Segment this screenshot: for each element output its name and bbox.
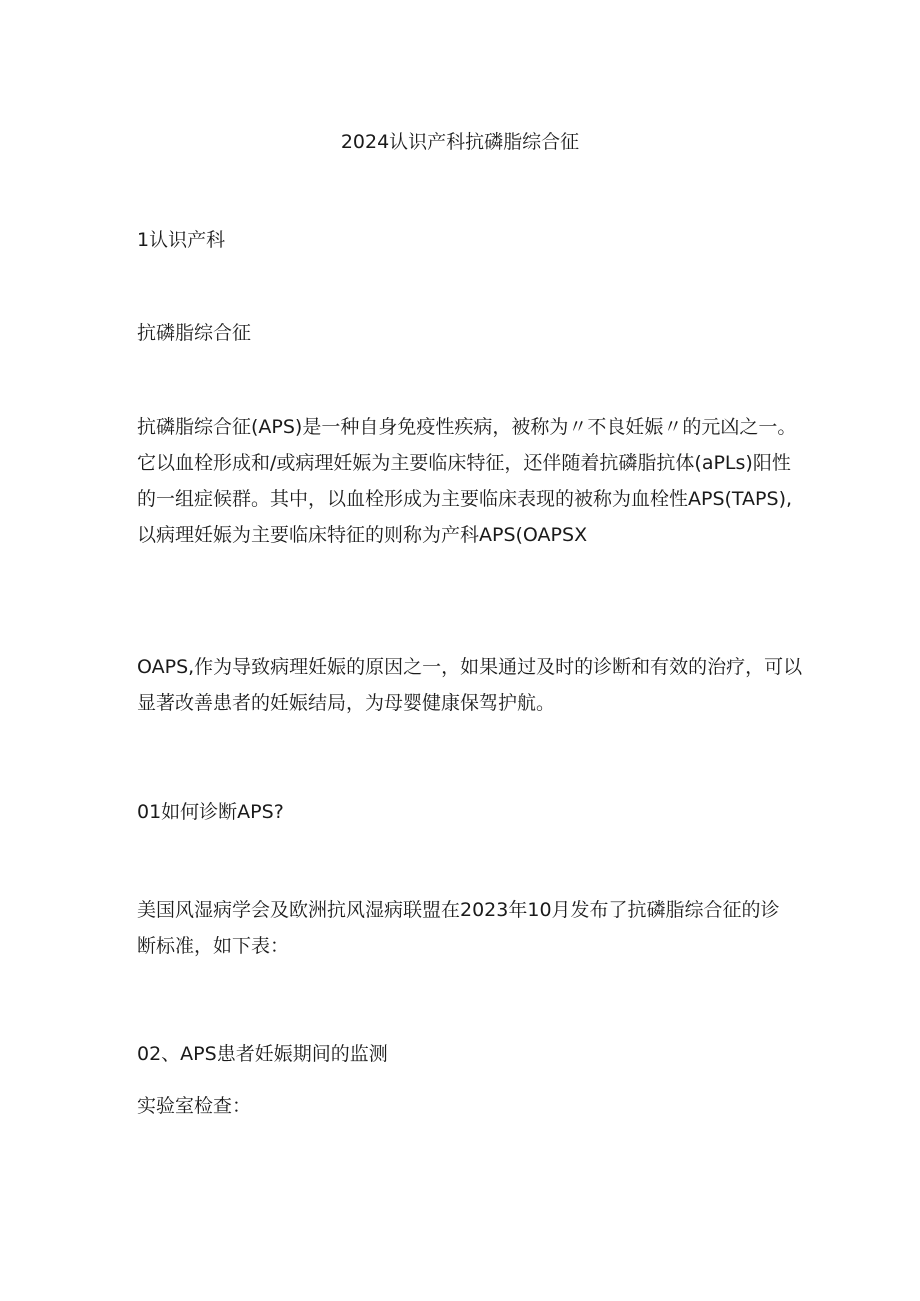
heading-02-monitoring: 02、APS患者妊娠期间的监测 xyxy=(137,1043,388,1065)
section-heading-1: 1认识产科 xyxy=(137,229,226,251)
paragraph-line: 以病理妊娠为主要临床特征的则称为产科APS(OAPSX xyxy=(137,524,588,546)
heading-01-diagnosis: 01如何诊断APS? xyxy=(137,801,284,823)
paragraph-line: 断标准，如下表： xyxy=(137,935,290,957)
subheading-aps: 抗磷脂综合征 xyxy=(137,322,252,344)
paragraph-line: 显著改善患者的妊娠结局，为母婴健康保驾护航。 xyxy=(137,692,556,714)
paragraph-line: 美国风湿病学会及欧洲抗风湿病联盟在2023年10月发布了抗磷脂综合征的诊 xyxy=(137,899,780,921)
paragraph-line: 的一组症候群。其中，以血栓形成为主要临床表现的被称为血栓性APS(TAPS), xyxy=(137,488,793,510)
paragraph-oaps xyxy=(137,649,803,721)
document-title: 2024认识产科抗磷脂综合征 xyxy=(340,131,580,153)
lab-exam-label: 实验室检查： xyxy=(137,1095,252,1117)
paragraph-line: 它以血栓形成和/或病理妊娠为主要临床特征，还伴随着抗磷脂抗体(aPLs)阳性 xyxy=(137,452,791,474)
paragraph-line: 抗磷脂综合征(APS)是一种自身免疫性疾病，被称为〃不良妊娠〃的元凶之一。 xyxy=(137,416,797,438)
paragraph-criteria xyxy=(137,892,797,964)
paragraph-aps-intro xyxy=(137,409,797,553)
paragraph-line: OAPS,作为导致病理妊娠的原因之一，如果通过及时的诊断和有效的治疗，可以 xyxy=(137,656,803,678)
